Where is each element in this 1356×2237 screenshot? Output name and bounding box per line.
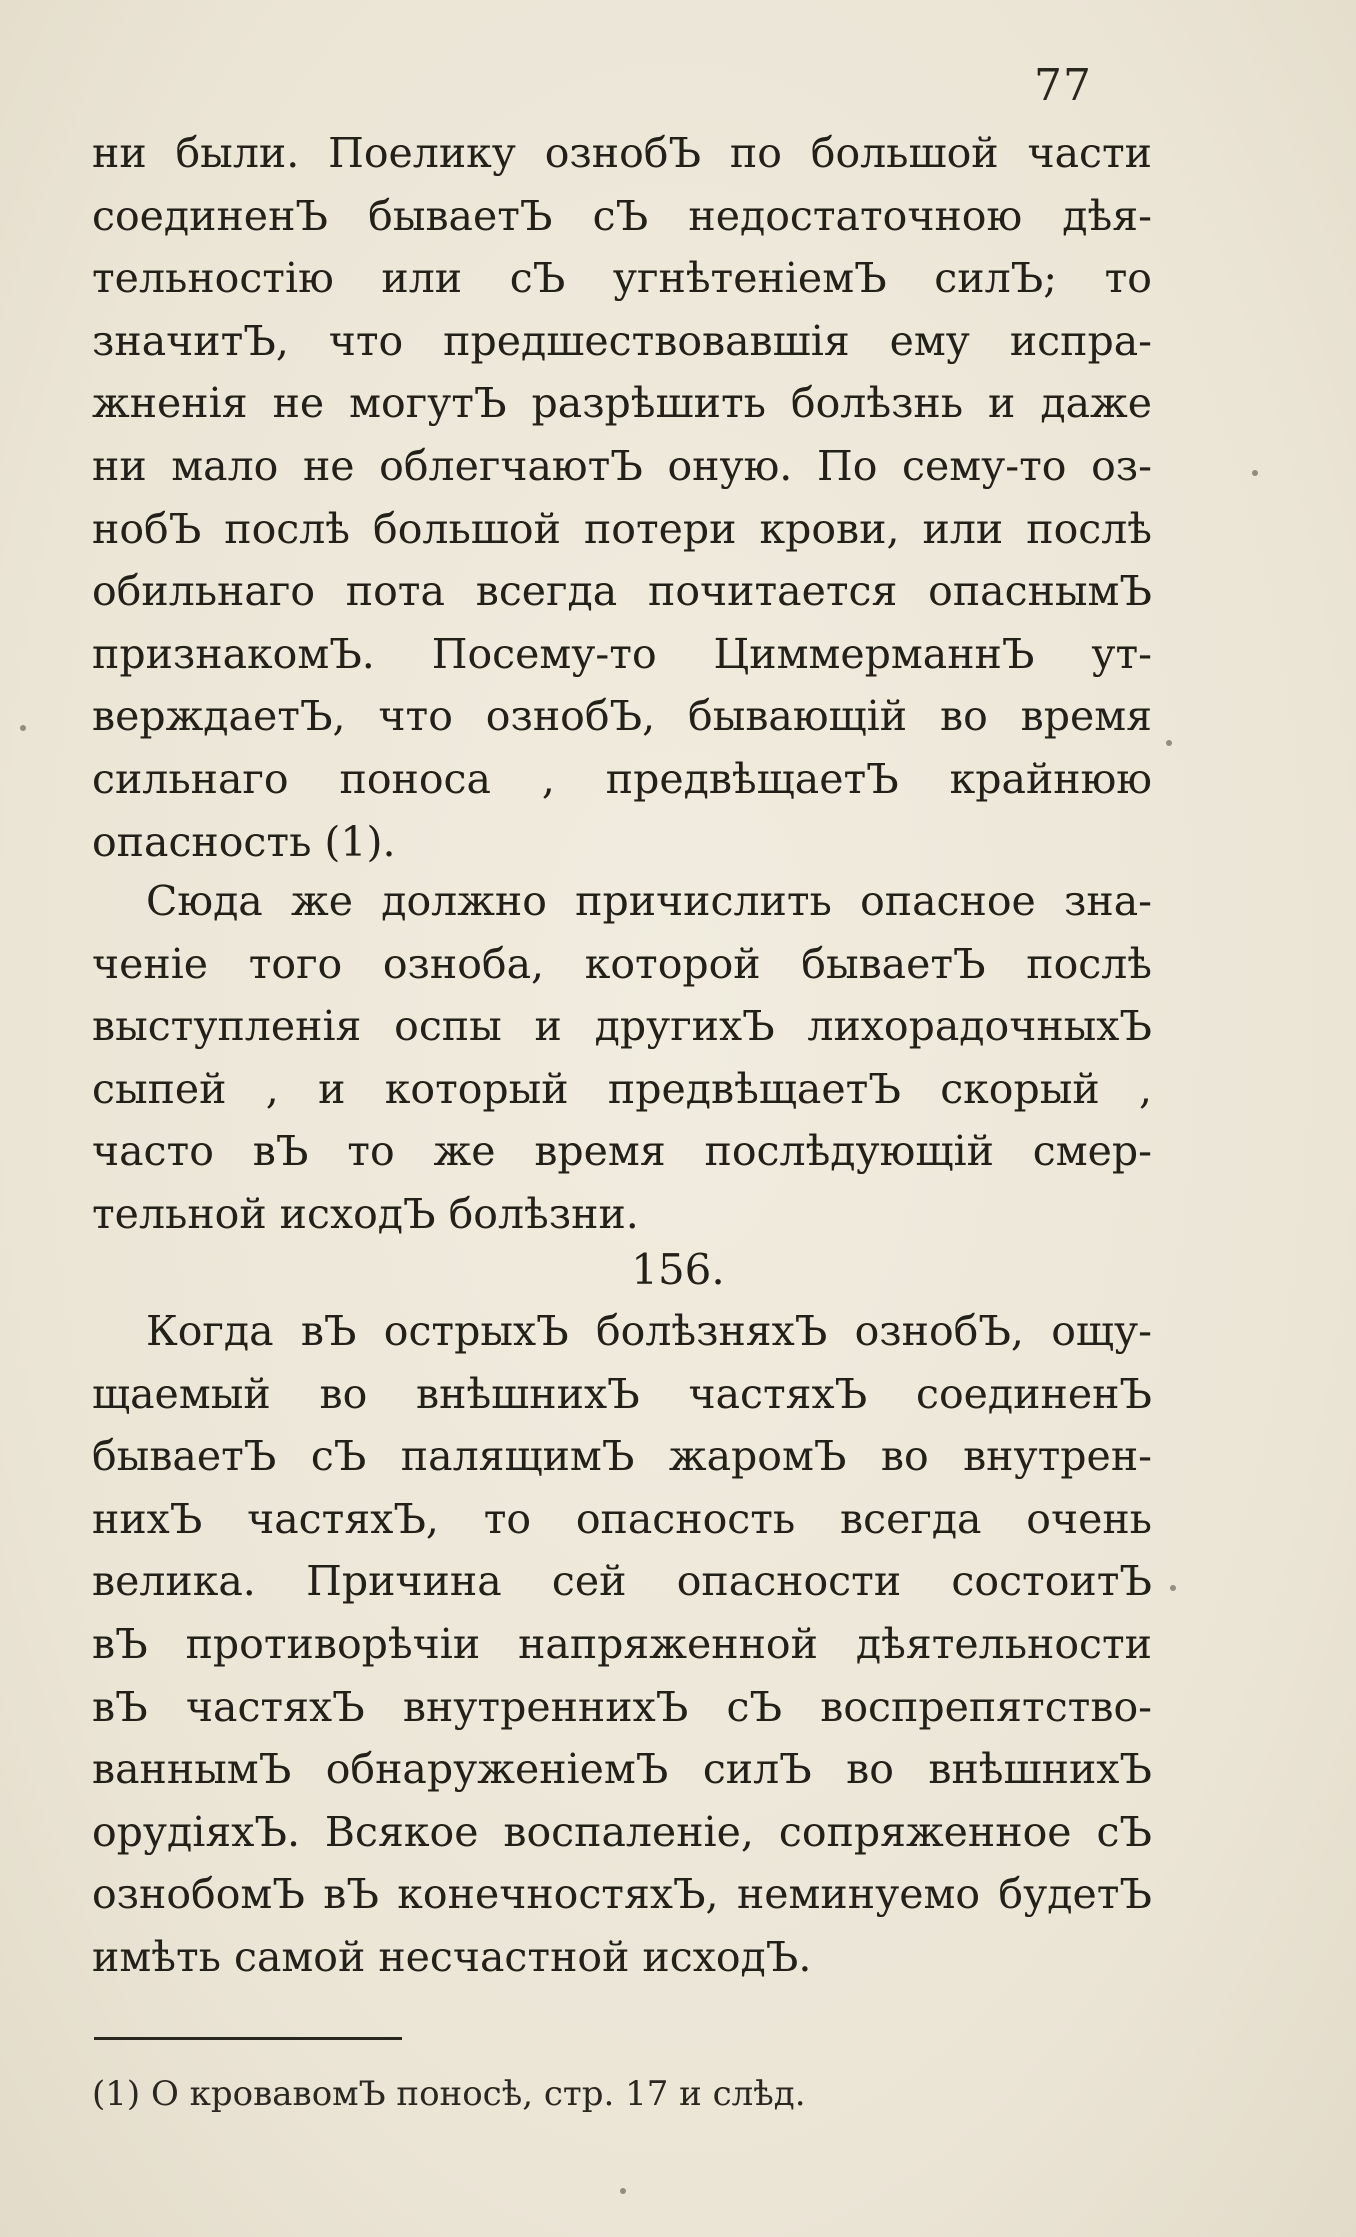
text-line: нобЪ послѣ большой потери крови, или послѣ bbox=[92, 504, 1152, 553]
text-line: велика. Причина сей опасности состоитЪ bbox=[92, 1557, 1152, 1606]
text-line: бываетЪ сЪ палящимЪ жаромЪ во внутрен- bbox=[92, 1432, 1152, 1481]
text-line: жненія не могутЪ разрѣшить болѣзнь и даже bbox=[92, 379, 1152, 428]
text-line: вЪ противорѣчіи напряженной дѣятельности bbox=[92, 1619, 1152, 1668]
text-line: ваннымЪ обнаруженіемЪ силЪ во внѣшнихЪ bbox=[92, 1745, 1152, 1794]
text-line: ознобомЪ вЪ конечностяхЪ, неминуемо будетЪ bbox=[92, 1870, 1152, 1919]
text-line: орудіяхЪ. Всякое воспаленіе, сопряженное сЪ bbox=[92, 1807, 1152, 1856]
text-line: щаемый во внѣшнихЪ частяхЪ соединенЪ bbox=[92, 1369, 1152, 1418]
paragraph-2 bbox=[92, 870, 1152, 1246]
paragraph-3 bbox=[92, 1300, 1152, 1989]
paper-speck bbox=[620, 2188, 626, 2194]
text-line: имѣть самой несчастной исходЪ. bbox=[92, 1932, 812, 1981]
footnote-divider bbox=[94, 2037, 402, 2040]
page-number: 77 bbox=[1034, 60, 1092, 111]
text-line: выступленія оспы и другихЪ лихорадочныхЪ bbox=[92, 1002, 1152, 1051]
text-line: нихЪ частяхЪ, то опасность всегда очень bbox=[92, 1494, 1152, 1543]
paper-speck bbox=[1166, 740, 1172, 746]
text-line: признакомЪ. Посему-то ЦиммерманнЪ ут- bbox=[92, 629, 1152, 678]
text-line: Сюда же должно причислить опасное зна- bbox=[146, 877, 1152, 925]
text-line: обильнаго пота всегда почитается опаснымЪ bbox=[92, 567, 1152, 616]
text-line: сыпей , и который предвѣщаетЪ скорый , bbox=[92, 1064, 1152, 1113]
text-line: Когда вЪ острыхЪ болѣзняхЪ ознобЪ, ощу- bbox=[146, 1307, 1152, 1355]
paper-speck bbox=[1252, 470, 1258, 476]
text-line: соединенЪ бываетЪ сЪ недостаточною дѣя- bbox=[92, 191, 1152, 240]
text-line: тельной исходЪ болѣзни. bbox=[92, 1189, 639, 1238]
section-number: 156. bbox=[631, 1245, 725, 1294]
paper-speck bbox=[20, 725, 26, 731]
paper-speck bbox=[1170, 1585, 1176, 1591]
text-line: вЪ частяхЪ внутреннихЪ сЪ воспрепятство- bbox=[92, 1682, 1152, 1731]
text-line: часто вЪ то же время послѣдующій смер- bbox=[92, 1127, 1152, 1176]
footnote: (1) О кровавомЪ поносѣ, стр. 17 и слѣд. bbox=[92, 2074, 806, 2114]
text-line: опасность (1). bbox=[92, 817, 396, 866]
text-line: ченіе того озноба, которой бываетЪ послѣ bbox=[92, 939, 1152, 988]
text-line: тельностію или сЪ угнѣтеніемЪ силЪ; то bbox=[92, 254, 1152, 303]
text-line: ни были. Поелику ознобЪ по большой части bbox=[92, 129, 1152, 177]
text-line: верждаетЪ, что ознобЪ, бывающій во время bbox=[92, 692, 1152, 741]
text-line: значитЪ, что предшествовавшія ему испра- bbox=[92, 316, 1152, 365]
text-line: ни мало не облегчаютЪ оную. По сему-то оз- bbox=[92, 441, 1152, 490]
paragraph-1 bbox=[92, 122, 1152, 873]
text-line: сильнаго поноса , предвѣщаетЪ крайнюю bbox=[92, 754, 1152, 803]
